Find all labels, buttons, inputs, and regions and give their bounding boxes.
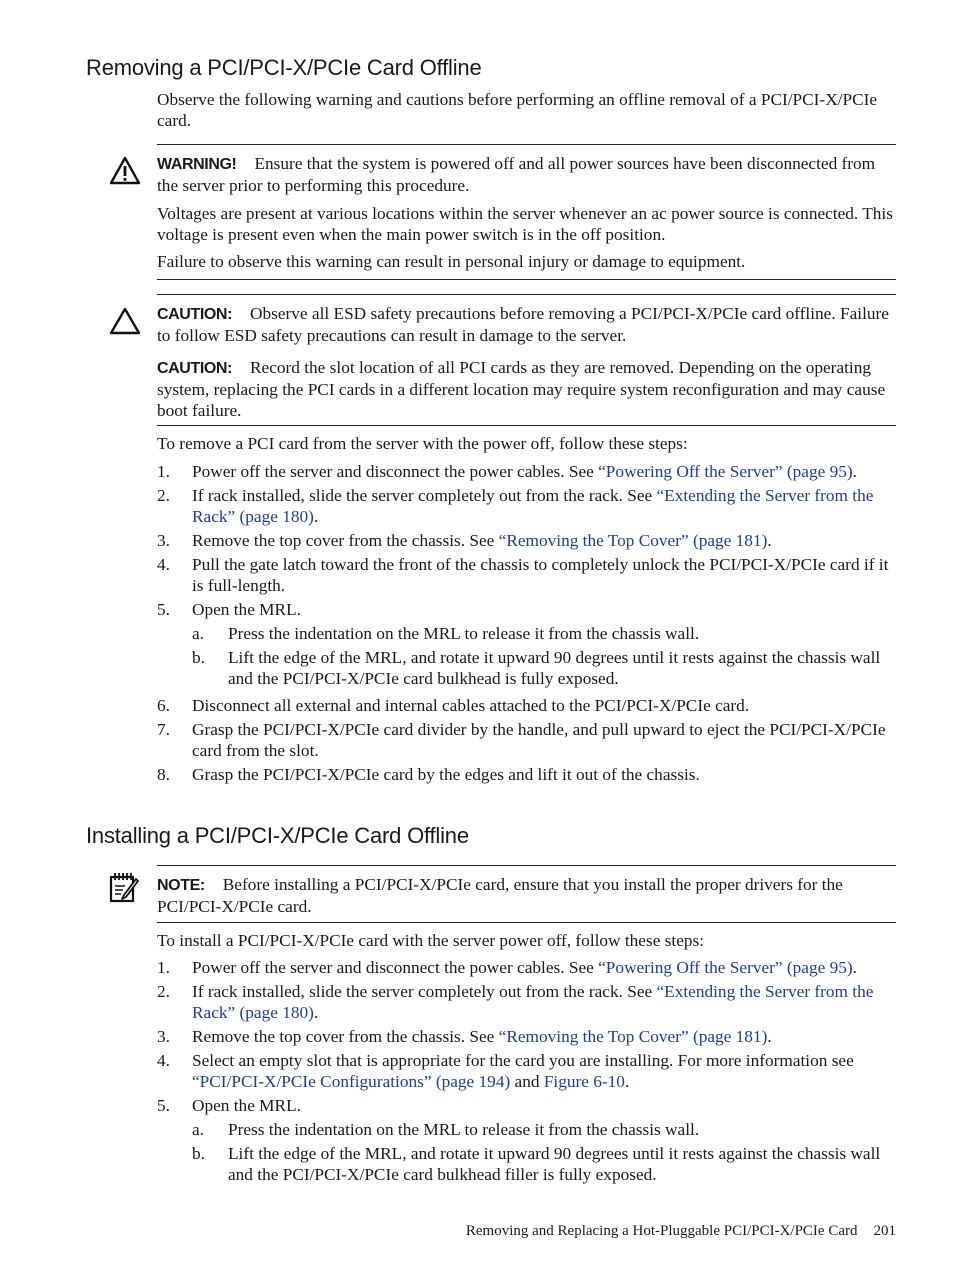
list-item: 4. Pull the gate latch toward the front of the chassis to completely unlock the PCI/PCI-X/PCIe card if it is full-length. [157, 555, 889, 595]
steps-intro: To remove a PCI card from the server with the power off, follow these steps: [157, 434, 688, 453]
caution-triangle-icon [109, 307, 141, 335]
note-box [157, 874, 896, 917]
page-footer [466, 1221, 896, 1241]
caution-text-2: Record the slot location of all PCI cards as they are removed. Depending on the operating system, replacing the PCI cards in a different location may require system reconfiguration and may cause boot failure. [157, 358, 886, 420]
section-heading-installing: Installing a PCI/PCI-X/PCIe Card Offline [86, 823, 469, 848]
divider [157, 865, 896, 866]
list-item: 1. Power off the server and disconnect the power cables. See “Powering Off the Server” (page 95). [157, 958, 857, 977]
list-item: 7. Grasp the PCI/PCI-X/PCIe card divider by the handle, and pull upward to eject the PCI/PCI-X/PCIe card from the slot. [157, 720, 886, 760]
sub-list-item: b. Lift the edge of the MRL, and rotate it upward 90 degrees until it rests against the chassis wall and the PCI/PCI-X/PCIe card bulkhead filler is fully exposed. [192, 1144, 881, 1184]
page-number: 201 [873, 1223, 896, 1239]
caution-box [157, 303, 896, 421]
list-item: 3. Remove the top cover from the chassis. See “Removing the Top Cover” (page 181). [157, 1027, 772, 1046]
list-item: 2. If rack installed, slide the server completely out from the rack. See “Extending the Server from the Rack” (page 180). [157, 982, 874, 1022]
cross-reference-link[interactable]: “PCI/PCI-X/PCIe Configurations” (page 194) [192, 1072, 511, 1091]
list-item: 6. Disconnect all external and internal cables attached to the PCI/PCI-X/PCIe card. [157, 696, 750, 715]
warning-text-3: Failure to observe this warning can result in personal injury or damage to equipment. [157, 252, 746, 271]
removal-steps-list [157, 461, 896, 785]
warning-label: WARNING! [157, 156, 237, 173]
warning-text-2: Voltages are present at various locations within the server whenever an ac power source is connected. This voltage is present even when the main power switch is in the off position. [157, 204, 893, 244]
divider [157, 144, 896, 145]
section-heading-removing: Removing a PCI/PCI-X/PCIe Card Offline [86, 55, 482, 80]
caution-label: CAUTION: [157, 360, 233, 377]
warning-triangle-icon [109, 156, 141, 186]
sub-list-item: a. Press the indentation on the MRL to release it from the chassis wall. [192, 1120, 700, 1139]
caution-text-1: Observe all ESD safety precautions before removing a PCI/PCI-X/PCIe card offline. Failure to follow ESD safety precautions can result in damage to the server. [157, 304, 889, 345]
list-item: 1. Power off the server and disconnect the power cables. See “Powering Off the Server” (page 95). [157, 462, 857, 481]
warning-text-1: Ensure that the system is powered off and all power sources have been disconnected from the server prior to performing this procedure. [157, 154, 876, 195]
sub-list-item: a. Press the indentation on the MRL to release it from the chassis wall. [192, 624, 700, 643]
cross-reference-link[interactable]: “Extending the Server from the Rack” (page 180) [192, 486, 874, 526]
footer-title: Removing and Replacing a Hot-Pluggable PCI/PCI-X/PCIe Card [465, 1223, 858, 1239]
sub-list-item: b. Lift the edge of the MRL, and rotate it upward 90 degrees until it rests against the chassis wall and the PCI/PCI-X/PCIe card bulkhead is fully exposed. [192, 648, 881, 688]
intro-paragraph: Observe the following warning and cautions before performing an offline removal of a PCI/PCI-X/PCIe card. [157, 90, 878, 130]
cross-reference-link[interactable]: “Powering Off the Server” (page 95) [598, 462, 853, 481]
install-steps-list [157, 957, 896, 1185]
cross-reference-link[interactable]: “Removing the Top Cover” (page 181) [498, 531, 768, 550]
warning-box [157, 153, 896, 272]
list-item: 5. Open the MRL. a. Press the indentation on the MRL to release it from the chassis wall. b. Lift the edge of the MRL, and rotate it upward 90 degrees until it rests against the chassis wall and the PCI/PCI-X/PCIe card bulkhead filler is fully exposed. [157, 1095, 896, 1185]
divider [157, 294, 896, 295]
caution-label: CAUTION: [157, 306, 233, 323]
cross-reference-link[interactable]: “Extending the Server from the Rack” (page 180) [192, 982, 874, 1022]
note-label: NOTE: [157, 877, 205, 894]
note-text: Before installing a PCI/PCI-X/PCIe card, ensure that you install the proper drivers for the PCI/PCI-X/PCIe card. [157, 875, 843, 916]
list-item: 3. Remove the top cover from the chassis. See “Removing the Top Cover” (page 181). [157, 531, 772, 550]
divider [157, 425, 896, 426]
note-pad-icon [108, 871, 140, 903]
list-item: 4. Select an empty slot that is appropriate for the card you are installing. For more information see “PCI/PCI-X/PCIe Configurations” (page 194) and Figure 6-10. [157, 1051, 854, 1091]
divider [157, 922, 896, 923]
cross-reference-link[interactable]: “Removing the Top Cover” (page 181) [498, 1027, 768, 1046]
list-item: 5. Open the MRL. a. Press the indentation on the MRL to release it from the chassis wall. b. Lift the edge of the MRL, and rotate it upward 90 degrees until it rests against the chassis wall and the PCI/PCI-X/PCIe card bulkhead is fully exposed. [157, 599, 896, 689]
list-item: 8. Grasp the PCI/PCI-X/PCIe card by the edges and lift it out of the chassis. [157, 765, 700, 784]
list-item: 2. If rack installed, slide the server completely out from the rack. See “Extending the Server from the Rack” (page 180). [157, 486, 874, 526]
cross-reference-link[interactable]: “Powering Off the Server” (page 95) [598, 958, 853, 977]
figure-link[interactable]: Figure 6-10 [543, 1072, 625, 1091]
steps-intro: To install a PCI/PCI-X/PCIe card with the server power off, follow these steps: [157, 931, 705, 950]
divider [157, 279, 896, 280]
